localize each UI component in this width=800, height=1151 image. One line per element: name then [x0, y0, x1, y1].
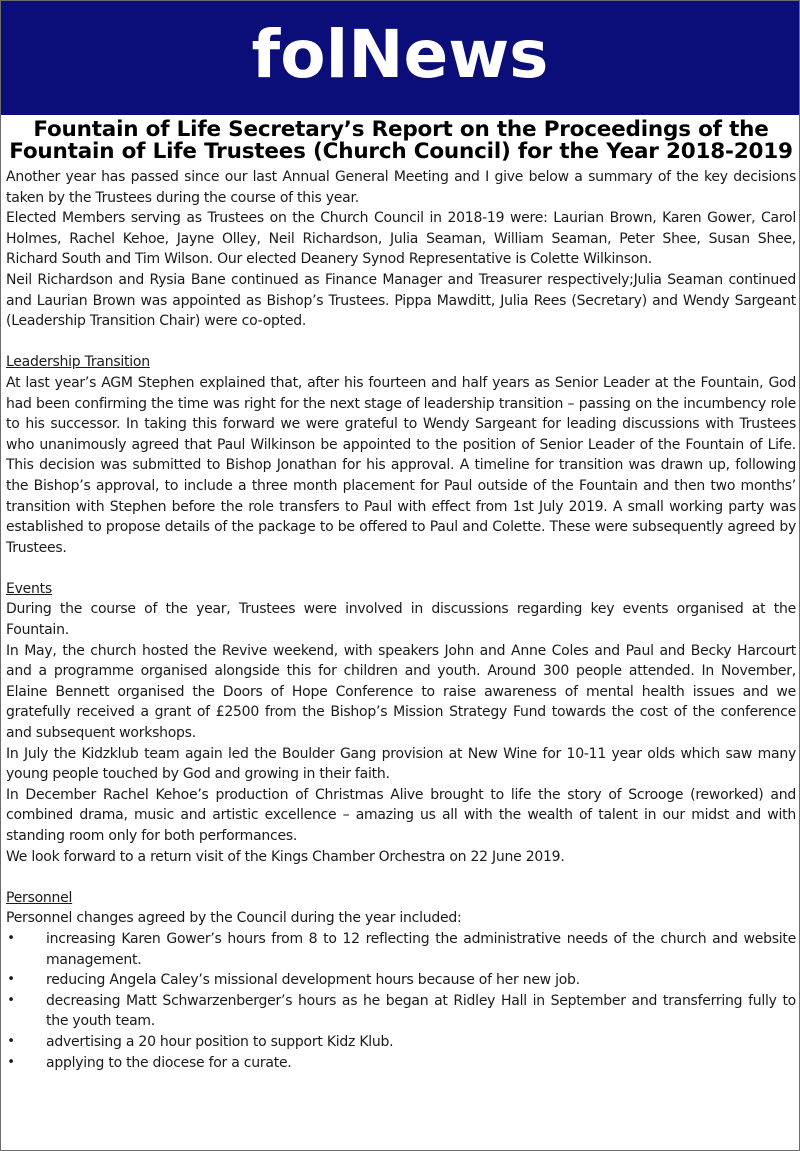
list-item-text: reducing Angela Caley’s missional development hours because of her new job.: [46, 972, 580, 989]
leadership-paragraph: At last year’s AGM Stephen explained that, after his fourteen and half years as Senior Leader at the Fountain, God had been confirming the time was right for the next stage of leadership transition – passing on the incumbency role to his successor. In taking this forward we were grateful to Wendy Sargeant for leading discussions with Trustees who unanimously agreed that Paul Wilkinson be appointed to the position of Senior Leader of the Fountain of Life. This decision was submitted to Bishop Jonathan for his approval. A timeline for transition was drawn up, following the Bishop’s approval, to include a three month placement for Paul outside of the Fountain and then two months’ transition with Stephen before the role transfers to Paul with effect from 1st July 2019. A small working party was established to propose details of the package to be offered to Paul and Colette. These were subsequently agreed by Trustees.: [6, 374, 796, 556]
events-paragraph-revive: In May, the church hosted the Revive weekend, with speakers John and Anne Coles and Paul and Becky Harcourt and a programme organised alongside this for children and youth. Around 300 people attended. In November, Elaine Bennett organised the Doors of Hope Conference to raise awareness of mental health issues and we gratefully received a grant of £2500 from the Bishop’s Mission Strategy Fund towards the cost of the conference and subsequent workshops.: [6, 642, 796, 742]
list-item: [6, 1032, 796, 1053]
events-paragraph-kidzklub: In July the Kidzklub team again led the Boulder Gang provision at New Wine for 10-11 year olds which saw many young people touched by God and growing in their faith.: [6, 745, 796, 783]
events-paragraph-1: During the course of the year, Trustees were involved in discussions regarding key events organised at the Fountain.: [6, 601, 796, 639]
leadership-heading: Leadership Transition: [6, 354, 150, 371]
events-heading: Events: [6, 580, 52, 597]
bullet-icon: •: [7, 972, 15, 988]
bullet-icon: •: [7, 992, 15, 1008]
events-paragraph-christmas: In December Rachel Kehoe’s production of Christmas Alive brought to life the story of Scrooge (reworked) and combined drama, music and artistic excellence – amazing us all with the wealth of talent in our midst and with standing room only for both performances.: [6, 786, 796, 844]
intro-paragraph-1: Another year has passed since our last Annual General Meeting and I give below a summary of the key decisions taken by the Trustees during the course of this year.: [6, 169, 796, 206]
list-item: [6, 1053, 796, 1074]
newsletter-banner: [1, 1, 799, 115]
intro-paragraph-trustees: Elected Members serving as Trustees on the Church Council in 2018-19 were: Laurian Brown, Karen Gower, Carol Holmes, Rachel Kehoe, Jayne Olley, Neil Richardson, Julia Seaman, William Seaman, Peter Shee, Susan Shee, Richard South and Tim Wilson. Our elected Deanery Synod Representative is Colette Wilkinson.: [6, 210, 796, 268]
list-item-text: advertising a 20 hour position to support Kidz Klub.: [46, 1033, 394, 1050]
bullet-icon: •: [7, 1033, 15, 1049]
list-item-text: increasing Karen Gower’s hours from 8 to 12 reflecting the administrative needs of the church and website management.: [46, 930, 796, 968]
events-paragraph-orchestra: We look forward to a return visit of the Kings Chamber Orchestra on 22 June 2019.: [6, 848, 565, 865]
list-item-text: decreasing Matt Schwarzenberger’s hours as he began at Ridley Hall in September and transferring fully to the youth team.: [46, 992, 796, 1030]
personnel-heading: Personnel: [6, 889, 73, 906]
list-item: [6, 929, 796, 970]
newsletter-title: folNews: [251, 16, 549, 93]
bullet-icon: •: [7, 930, 15, 946]
report-title: Fountain of Life Secretary’s Report on the Proceedings of the Fountain of Life Trustees (Church Council) for the Year 2018-2019: [9, 117, 793, 164]
personnel-intro: Personnel changes agreed by the Council during the year included:: [6, 910, 462, 927]
list-item: [6, 970, 796, 991]
personnel-list: [6, 929, 796, 1073]
list-item-text: applying to the diocese for a curate.: [46, 1054, 292, 1071]
list-item: [6, 991, 796, 1032]
report-body: [6, 117, 796, 1073]
intro-paragraph-finance: Neil Richardson and Rysia Bane continued as Finance Manager and Treasurer respectively;Julia Seaman continued and Laurian Brown was appointed as Bishop’s Trustees. Pippa Mawditt, Julia Rees (Secretary) and Wendy Sargeant (Leadership Transition Chair) were co-opted.: [6, 271, 796, 330]
bullet-icon: •: [7, 1054, 15, 1070]
